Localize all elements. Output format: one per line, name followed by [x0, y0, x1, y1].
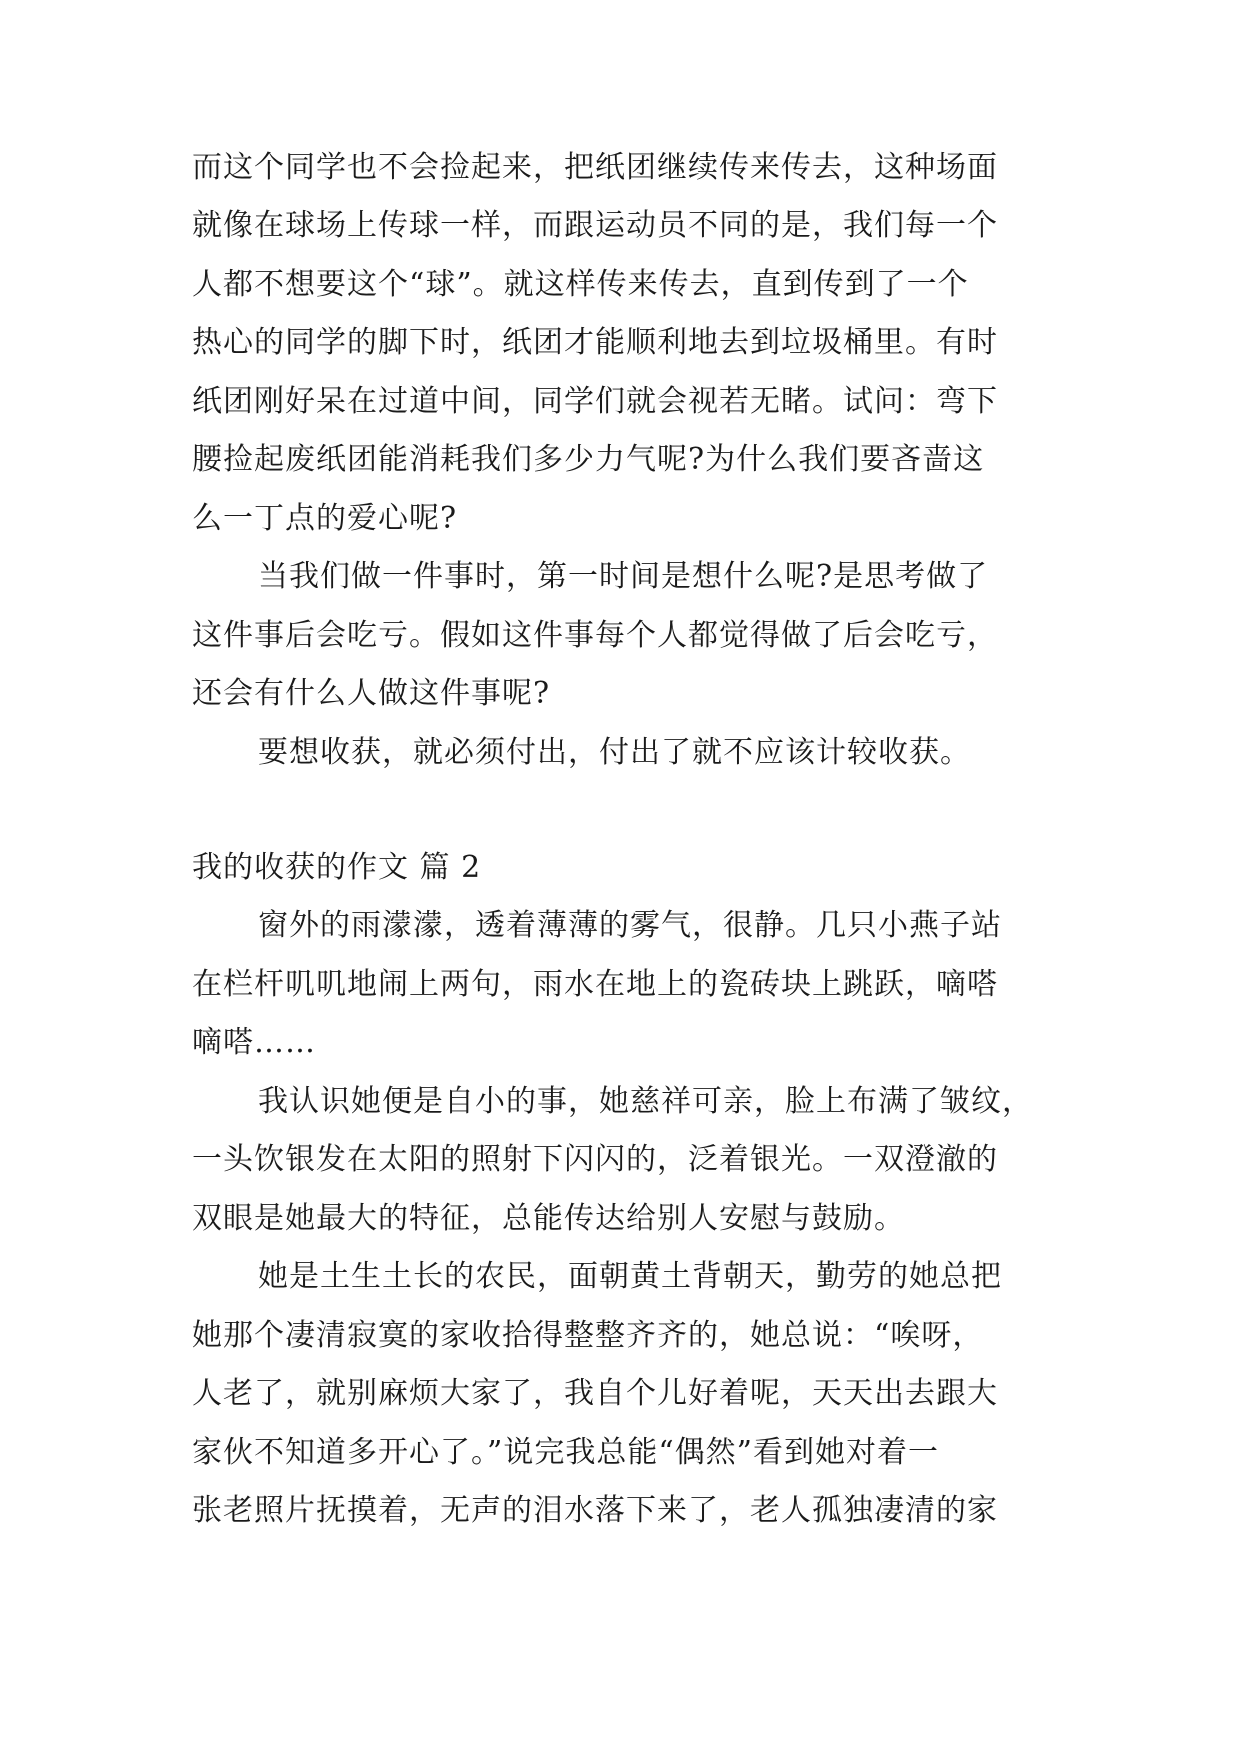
paragraph-first-line: 当我们做一件事时，第一时间是想什么呢?是思考做了 — [258, 559, 989, 594]
paragraph-first-line: 窗外的雨濛濛，透着薄薄的雾气，很静。几只小燕子站 — [258, 908, 1002, 943]
body-line: 热心的同学的脚下时，纸团才能顺利地去到垃圾桶里。有时 — [192, 325, 998, 360]
body-line: 就像在球场上传球一样，而跟运动员不同的是，我们每一个 — [192, 208, 998, 243]
body-line: 腰捡起废纸团能消耗我们多少力气呢?为什么我们要吝啬这 — [192, 442, 985, 477]
body-line: 而这个同学也不会捡起来，把纸团继续传来传去，这种场面 — [192, 150, 998, 185]
body-line: 人都不想要这个“球”。就这样传来传去，直到传到了一个 — [192, 267, 969, 302]
body-line: 在栏杆叽叽地闹上两句，雨水在地上的瓷砖块上跳跃，嘀嗒 — [192, 967, 998, 1002]
body-line: 还会有什么人做这件事呢? — [192, 676, 551, 711]
body-line: 这件事后会吃亏。假如这件事每个人都觉得做了后会吃亏， — [192, 618, 998, 653]
body-line: 张老照片抚摸着，无声的泪水落下来了，老人孤独凄清的家 — [192, 1493, 998, 1528]
body-line: 一头饮银发在太阳的照射下闪闪的，泛着银光。一双澄澈的 — [192, 1142, 998, 1177]
body-line: 嘀嗒…… — [192, 1025, 316, 1060]
paragraph-first-line: 我认识她便是自小的事，她慈祥可亲，脸上布满了皱纹， — [258, 1084, 1033, 1119]
body-line: 家伙不知道多开心了。”说完我总能“偶然”看到她对着一 — [192, 1435, 940, 1470]
paragraph-first-line: 她是土生土长的农民，面朝黄土背朝天，勤劳的她总把 — [258, 1259, 1002, 1294]
body-line: 纸团刚好呆在过道中间，同学们就会视若无睹。试问：弯下 — [192, 384, 998, 419]
section-heading: 我的收获的作文 篇 2 — [192, 850, 482, 885]
body-line: 双眼是她最大的特征，总能传达给别人安慰与鼓励。 — [192, 1201, 905, 1236]
body-line: 人老了，就别麻烦大家了，我自个儿好着呢，天天出去跟大 — [192, 1376, 998, 1411]
paragraph-first-line: 要想收获，就必须付出，付出了就不应该计较收获。 — [258, 735, 971, 770]
body-line: 么一丁点的爱心呢? — [192, 501, 458, 536]
body-line: 她那个凄清寂寞的家收拾得整整齐齐的，她总说：“唉呀， — [192, 1318, 984, 1353]
